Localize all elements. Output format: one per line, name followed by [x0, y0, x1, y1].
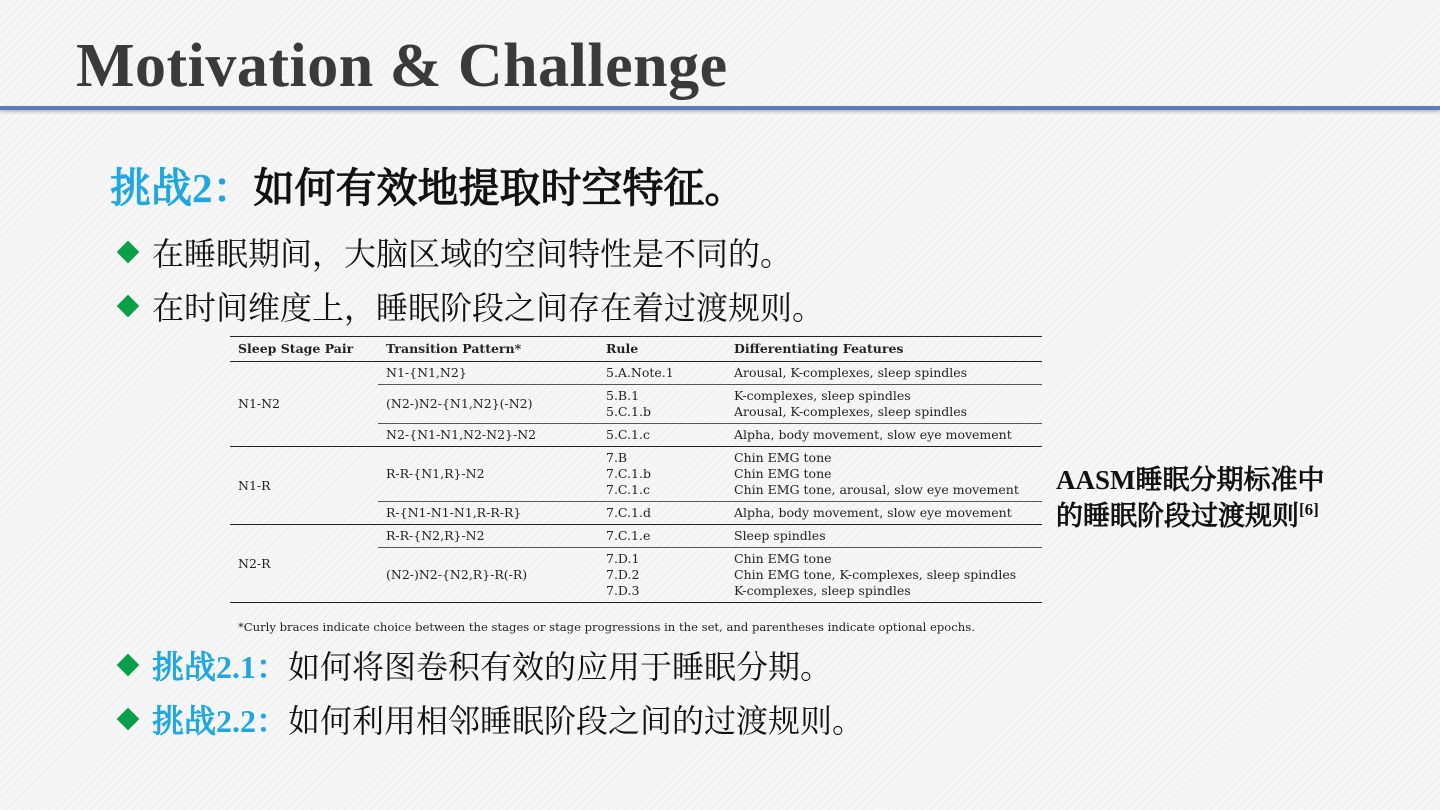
features-cell: Chin EMG tone Chin EMG tone Chin EMG tone, arousal, slow eye movement — [726, 447, 1042, 502]
header-sleep-stage-pair: Sleep Stage Pair — [230, 337, 378, 362]
sub-challenge-2: 挑战2.2：如何利用相邻睡眠阶段之间的过渡规则。 — [112, 699, 864, 743]
pair-cell: N1-R — [230, 447, 378, 525]
rule-cell: 5.A.Note.1 — [598, 362, 726, 385]
table-row — [230, 447, 1042, 502]
diamond-bullet-icon — [117, 708, 140, 731]
rule-cell: 5.C.1.c — [598, 424, 726, 447]
challenge-label: 挑战2： — [110, 164, 254, 212]
table-header-row — [230, 337, 1042, 362]
sub-challenge-1: 挑战2.1：如何将图卷积有效的应用于睡眠分期。 — [112, 645, 832, 689]
pattern-cell: R-R-{N1,R}-N2 — [378, 447, 598, 502]
diamond-bullet-icon — [117, 241, 140, 264]
rule-cell: 7.D.1 7.D.2 7.D.3 — [598, 548, 726, 603]
pattern-cell: (N2-)N2-{N1,N2}(-N2) — [378, 385, 598, 424]
slide-title: Motivation & Challenge — [76, 32, 728, 100]
table-caption: AASM睡眠分期标准中 的睡眠阶段过渡规则[6] — [1056, 465, 1325, 532]
table-row — [230, 362, 1042, 385]
rule-cell: 7.C.1.d — [598, 502, 726, 525]
citation-ref: [6] — [1299, 500, 1319, 519]
pair-cell: N2-R — [230, 525, 378, 603]
pattern-cell: R-{N1-N1-N1,R-R-R} — [378, 502, 598, 525]
rule-cell: 7.B 7.C.1.b 7.C.1.c — [598, 447, 726, 502]
header-differentiating-features: Differentiating Features — [726, 337, 1042, 362]
table-row — [230, 525, 1042, 548]
pattern-cell: (N2-)N2-{N2,R}-R(-R) — [378, 548, 598, 603]
features-cell: Sleep spindles — [726, 525, 1042, 548]
rule-cell: 7.C.1.e — [598, 525, 726, 548]
pattern-cell: N1-{N1,N2} — [378, 362, 598, 385]
challenge-heading — [110, 160, 746, 216]
header-rule: Rule — [598, 337, 726, 362]
diamond-bullet-icon — [117, 654, 140, 677]
challenge-text: 如何有效地提取时空特征。 — [253, 164, 746, 212]
table-footnote: *Curly braces indicate choice between the stages or stage progressions in the set, and parentheses indicate optional epochs. — [238, 620, 975, 634]
pattern-cell: R-R-{N2,R}-N2 — [378, 525, 598, 548]
pair-cell: N1-N2 — [230, 362, 378, 447]
diamond-bullet-icon — [117, 295, 140, 318]
features-cell: Alpha, body movement, slow eye movement — [726, 502, 1042, 525]
transition-rules-table — [230, 336, 1042, 603]
pattern-cell: N2-{N1-N1,N2-N2}-N2 — [378, 424, 598, 447]
features-cell: Alpha, body movement, slow eye movement — [726, 424, 1042, 447]
rule-cell: 5.B.1 5.C.1.b — [598, 385, 726, 424]
features-cell: Chin EMG tone Chin EMG tone, K-complexes, sleep spindles K-complexes, sleep spindles — [726, 548, 1042, 603]
point-1: 在睡眠期间，大脑区域的空间特性是不同的。 — [112, 232, 792, 276]
features-cell: Arousal, K-complexes, sleep spindles — [726, 362, 1042, 385]
header-transition-pattern: Transition Pattern* — [378, 337, 598, 362]
point-2: 在时间维度上，睡眠阶段之间存在着过渡规则。 — [112, 286, 824, 330]
features-cell: K-complexes, sleep spindles Arousal, K-complexes, sleep spindles — [726, 385, 1042, 424]
title-divider — [0, 106, 1440, 110]
